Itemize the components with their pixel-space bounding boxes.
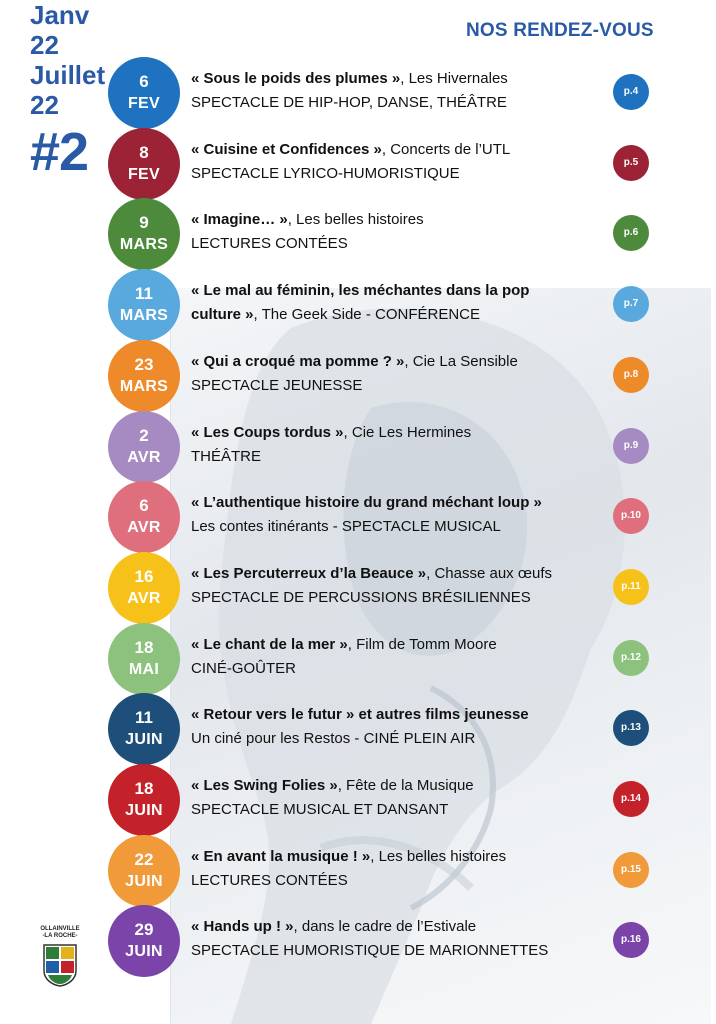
issue-line-4: 22 [30, 90, 59, 120]
date-badge [108, 623, 180, 695]
event-title: « Les Swing Folies » [191, 777, 338, 794]
event-organizer: , Chasse aux œufs [426, 565, 553, 582]
page-reference-badge: p.5 [613, 145, 649, 181]
event-title: « Le chant de la mer » [191, 636, 348, 653]
issue-number: #2 [30, 122, 89, 182]
date-badge [108, 905, 180, 977]
date-badge [108, 128, 180, 200]
event-description [191, 421, 611, 469]
event-category: Les contes itinérants - SPECTACLE MUSICAL [191, 518, 501, 535]
page-reference-badge: p.15 [613, 852, 649, 888]
town-crest-icon [42, 943, 78, 987]
event-organizer: , dans le cadre de l’Estivale [293, 918, 477, 935]
event-category: SPECTACLE LYRICO-HUMORISTIQUE [191, 165, 460, 182]
event-line-2 [191, 445, 611, 469]
event-day: 29 [134, 920, 154, 939]
event-line-1 [191, 208, 611, 232]
event-item [108, 340, 668, 406]
event-category: THÉÂTRE [191, 448, 262, 465]
event-description [191, 915, 611, 963]
event-item [108, 411, 668, 477]
event-title: « En avant la musique ! » [191, 848, 371, 865]
event-organizer: , Cie Les Hermines [343, 424, 472, 441]
event-line-2 [191, 515, 611, 539]
event-organizer: , Les Hivernales [400, 70, 508, 87]
event-category: SPECTACLE JEUNESSE [191, 377, 363, 394]
event-organizer: , Film de Tomm Moore [347, 636, 497, 653]
event-item [108, 905, 668, 971]
event-title: « L’authentique histoire du grand méchant loup » [191, 494, 542, 511]
event-month: AVR [127, 449, 161, 466]
event-month: FEV [127, 95, 161, 112]
page-reference-badge: p.9 [613, 428, 649, 464]
event-organizer: , Les belles histoires [287, 211, 424, 228]
event-day: 11 [135, 708, 153, 727]
event-line-1 [191, 703, 611, 727]
event-description [191, 562, 611, 610]
event-description [191, 208, 611, 256]
event-description [191, 491, 611, 539]
issue-line-2: 22 [30, 30, 59, 60]
event-line-1 [191, 562, 611, 586]
event-line-1 [191, 491, 611, 515]
event-category: LECTURES CONTÉES [191, 872, 348, 889]
event-title: « Hands up ! » [191, 918, 294, 935]
event-description [191, 703, 611, 751]
date-badge [108, 693, 180, 765]
event-organizer: , Les belles histoires [370, 848, 507, 865]
page-title: NOS RENDEZ-VOUS [466, 20, 654, 41]
event-category: SPECTACLE DE HIP-HOP, DANSE, THÉÂTRE [191, 94, 507, 111]
page-reference-badge: p.14 [613, 781, 649, 817]
event-day: 22 [134, 850, 154, 869]
event-description [191, 279, 611, 327]
page-reference-badge: p.10 [613, 498, 649, 534]
event-title: « Les Coups tordus » [191, 424, 344, 441]
event-month: MARS [119, 236, 169, 253]
event-item [108, 623, 668, 689]
date-badge [108, 57, 180, 129]
event-item [108, 128, 668, 194]
event-day: 2 [139, 426, 149, 445]
event-line-1 [191, 774, 611, 798]
event-month: JUIN [125, 802, 163, 819]
event-day: 16 [134, 567, 154, 586]
event-item [108, 198, 668, 264]
date-badge [108, 198, 180, 270]
event-line-2 [191, 727, 611, 751]
event-title: « Imagine… » [191, 211, 288, 228]
event-month: AVR [127, 590, 161, 607]
date-badge [108, 764, 180, 836]
event-organizer: , Concerts de l’UTL [381, 141, 511, 158]
date-badge [108, 340, 180, 412]
event-line-2 [191, 657, 611, 681]
event-organizer: , Cie La Sensible [404, 353, 518, 370]
page-reference-badge: p.4 [613, 74, 649, 110]
event-line-2 [191, 586, 611, 610]
event-month: AVR [127, 519, 161, 536]
date-badge [108, 552, 180, 624]
event-month: MARS [119, 307, 169, 324]
event-month: MAI [128, 661, 160, 678]
event-line-2 [191, 939, 611, 963]
event-day: 8 [139, 143, 149, 162]
event-line-2 [191, 798, 611, 822]
logo-line-2: -LA ROCHE- [42, 933, 78, 939]
event-line-1 [191, 421, 611, 445]
page-reference-badge: p.6 [613, 215, 649, 251]
event-description [191, 845, 611, 893]
event-description [191, 633, 611, 681]
event-item [108, 552, 668, 618]
event-title: « Retour vers le futur » et autres films jeunesse [191, 706, 529, 723]
event-category: Un ciné pour les Restos - CINÉ PLEIN AIR [191, 730, 476, 747]
event-description [191, 774, 611, 822]
event-category: SPECTACLE HUMORISTIQUE DE MARIONNETTES [191, 942, 549, 959]
page-reference-badge: p.16 [613, 922, 649, 958]
event-category: , The Geek Side - CONFÉRENCE [253, 306, 480, 323]
event-category: SPECTACLE MUSICAL ET DANSANT [191, 801, 449, 818]
event-day: 6 [139, 496, 149, 515]
event-category: SPECTACLE DE PERCUSSIONS BRÉSILIENNES [191, 589, 531, 606]
event-month: MARS [119, 378, 169, 395]
event-line-2 [191, 374, 611, 398]
event-month: JUIN [125, 943, 163, 960]
page-reference-badge: p.11 [613, 569, 649, 605]
event-description [191, 138, 611, 186]
event-item [108, 269, 668, 335]
event-title: « Le mal au féminin, les méchantes dans la pop [191, 282, 530, 299]
page-reference-badge: p.7 [613, 286, 649, 322]
event-day: 6 [139, 72, 149, 91]
event-line-1 [191, 845, 611, 869]
event-day: 18 [134, 779, 154, 798]
event-line-1 [191, 67, 611, 91]
event-line-2 [191, 232, 611, 256]
event-item [108, 835, 668, 901]
event-organizer: , Fête de la Musique [337, 777, 474, 794]
issue-line-3: Juillet [30, 60, 106, 90]
event-title: « Les Percuterreux d’la Beauce » [191, 565, 427, 582]
event-line-1 [191, 915, 611, 939]
page-reference-badge: p.8 [613, 357, 649, 393]
event-line-1 [191, 138, 611, 162]
event-day: 11 [135, 284, 153, 303]
date-badge [108, 411, 180, 483]
date-badge [108, 835, 180, 907]
issue-line-1: Janv [30, 0, 90, 30]
event-item [108, 57, 668, 123]
event-category: LECTURES CONTÉES [191, 235, 348, 252]
event-description [191, 350, 611, 398]
event-title: « Qui a croqué ma pomme ? » [191, 353, 405, 370]
event-day: 18 [134, 638, 154, 657]
event-line-2 [191, 869, 611, 893]
event-description [191, 67, 611, 115]
event-month: JUIN [125, 873, 163, 890]
event-day: 23 [134, 355, 154, 374]
date-badge [108, 269, 180, 341]
event-line-2 [191, 162, 611, 186]
date-badge [108, 481, 180, 553]
event-month: FEV [127, 166, 161, 183]
event-title: « Cuisine et Confidences » [191, 141, 382, 158]
event-item [108, 764, 668, 830]
event-title: « Sous le poids des plumes » [191, 70, 401, 87]
event-item [108, 481, 668, 547]
event-item [108, 693, 668, 759]
page-reference-badge: p.13 [613, 710, 649, 746]
event-line-2 [191, 91, 611, 115]
event-category: CINÉ-GOÛTER [191, 660, 296, 677]
event-line-1 [191, 350, 611, 374]
event-line-1 [191, 633, 611, 657]
town-logo [38, 926, 82, 992]
event-title-continued: culture » [191, 306, 254, 323]
event-day: 9 [139, 213, 149, 232]
page-reference-badge: p.12 [613, 640, 649, 676]
event-month: JUIN [125, 731, 163, 748]
event-line-1 [191, 279, 611, 303]
issue-label [30, 0, 105, 180]
logo-line-1: OLLAINVILLE [40, 926, 80, 932]
event-line-2 [191, 303, 611, 327]
